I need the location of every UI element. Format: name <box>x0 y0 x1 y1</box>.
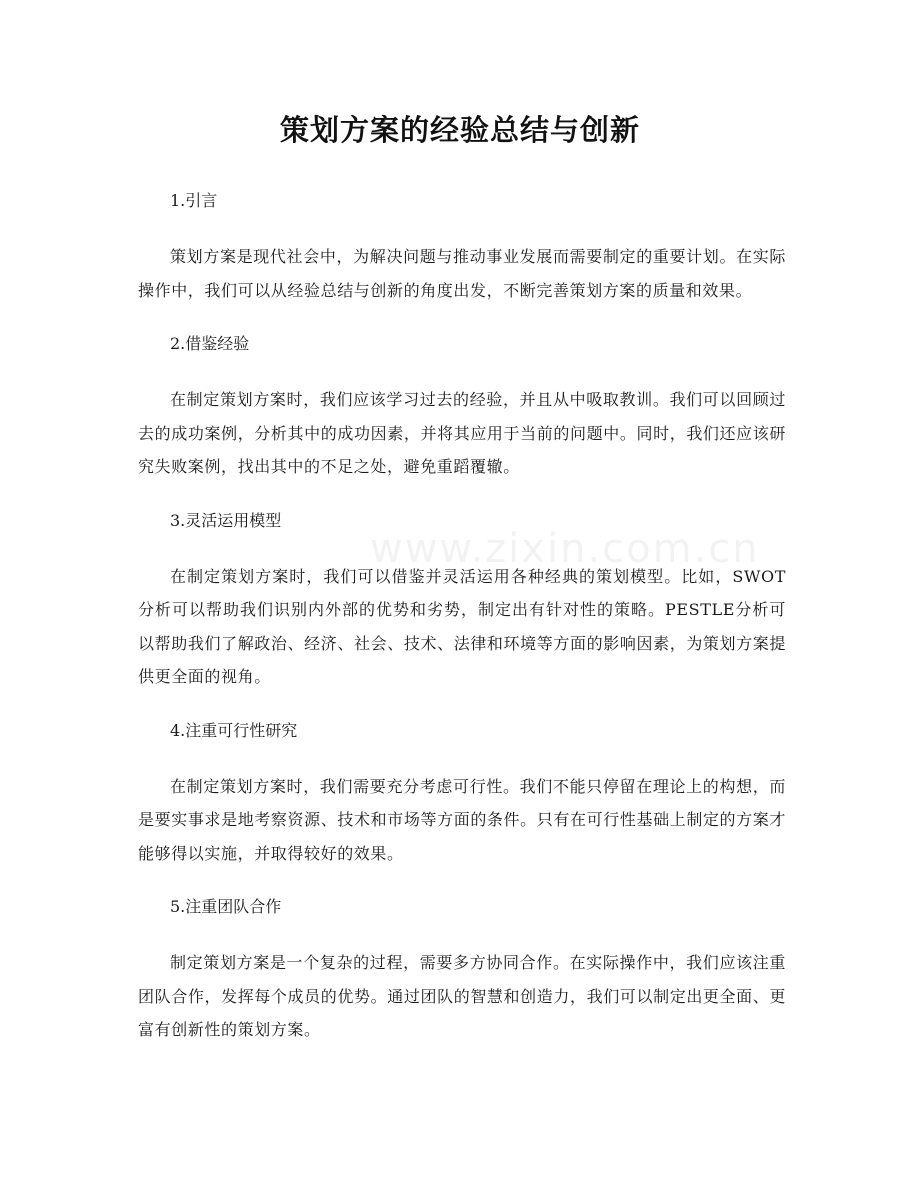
watermark-text: www.zixin.com.cn <box>370 526 760 572</box>
section-heading-feasibility: 4.注重可行性研究 <box>170 720 298 740</box>
section-paragraph-teamwork: 制定策划方案是一个复杂的过程，需要多方协同合作。在实际操作中，我们应该注重团队合作，发挥每个成员的优势。通过团队的智慧和创造力，我们可以制定出更全面、更富有创新性的策划方案。 <box>138 953 786 1039</box>
document-body <box>138 186 786 1047</box>
section-heading-experience: 2.借鉴经验 <box>170 334 250 353</box>
section-paragraph-feasibility: 在制定策划方案时，我们需要充分考虑可行性。我们不能只停留在理论上的构想，而是要实事求是地考察资源、技术和市场等方面的条件。只有在可行性基础上制定的方案才能够得以实施，并取得较好的效果。 <box>138 776 786 863</box>
section-paragraph-experience: 在制定策划方案时，我们应该学习过去的经验，并且从中吸取教训。我们可以回顾过去的成功案例，分析其中的成功因素，并将其应用于当前的问题中。同时，我们还应该研究失败案例，找出其中的不足之处，避免重蹈覆辙。 <box>138 390 786 476</box>
section-paragraph-models: 在制定策划方案时，我们可以借鉴并灵活运用各种经典的策划模型。比如，SWOT分析可以帮助我们识别内外部的优势和劣势，制定出有针对性的策略。PESTLE分析可以帮助我们了解政治、经济、社会、技术、法律和环境等方面的影响因素，为策划方案提供更全面的视角。 <box>138 566 786 686</box>
document-title: 策划方案的经验总结与创新 <box>279 113 640 147</box>
section-heading-teamwork: 5.注重团队合作 <box>170 897 282 916</box>
section-heading-intro: 1.引言 <box>170 191 218 210</box>
section-heading-models: 3.灵活运用模型 <box>170 510 282 530</box>
section-paragraph-intro: 策划方案是现代社会中，为解决问题与推动事业发展而需要制定的重要计划。在实际操作中，我们可以从经验总结与创新的角度出发，不断完善策划方案的质量和效果。 <box>138 247 786 300</box>
